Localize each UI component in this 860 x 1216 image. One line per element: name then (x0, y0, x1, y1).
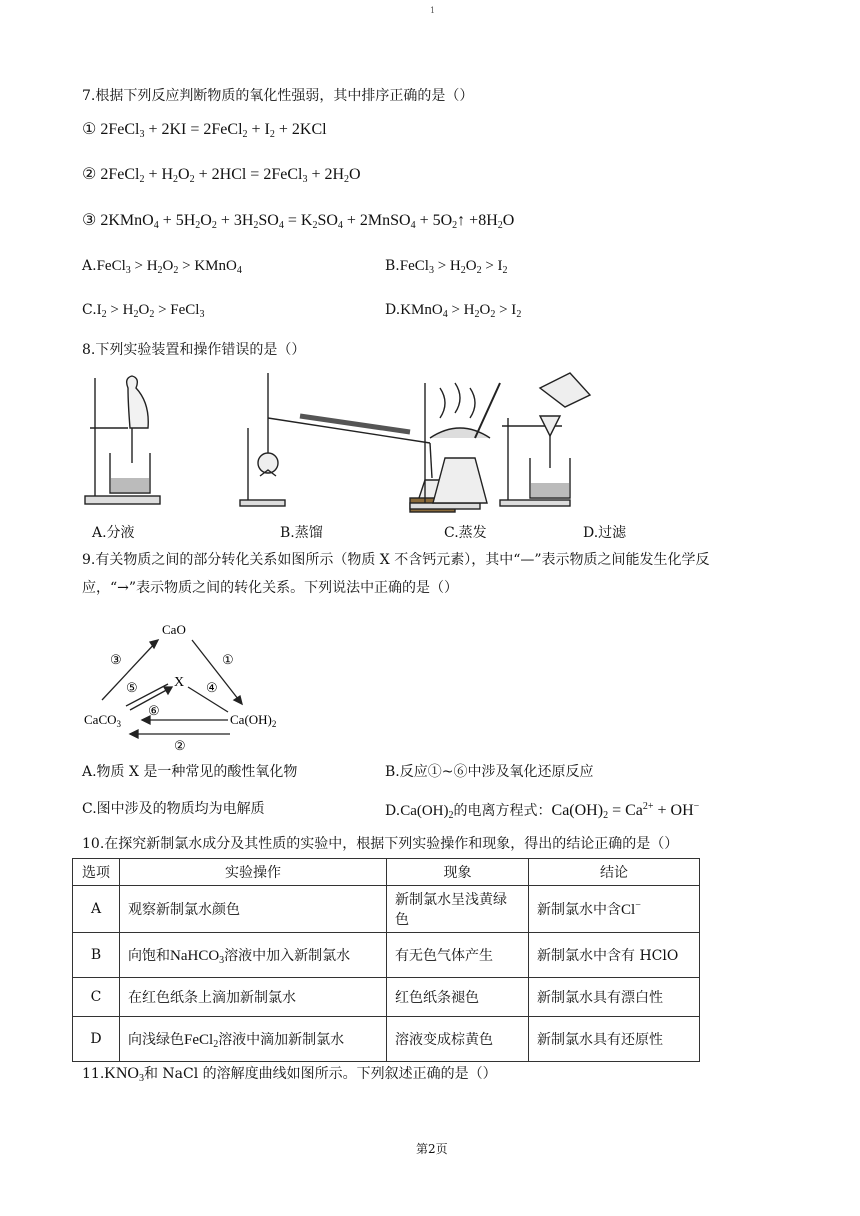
q9-option-a[interactable]: A.物质 X 是一种常见的酸性氧化物 (82, 764, 298, 780)
row-conclusion: 新制氯水中含有 HClO (529, 933, 700, 978)
step-5-label: ⑤ (126, 680, 138, 695)
arrow-icon: → (117, 580, 129, 596)
row-option: D (73, 1017, 120, 1062)
filtration-apparatus (500, 373, 590, 506)
separatory-funnel-apparatus (85, 376, 160, 504)
q9-option-d[interactable]: $D.Ca(OH)_2$的电离方程式：$Ca(OH)_2 = Ca^{2+} + OH^-$ (385, 801, 700, 821)
caoh2-label: $Ca(OH)_2$ (230, 712, 277, 729)
step-6-label: ⑥ (148, 703, 160, 718)
q9-option-b[interactable]: B.反应①~⑥中涉及氧化还原反应 (385, 764, 594, 780)
step-3-label: ③ (110, 652, 122, 667)
header-conclusion: 结论 (529, 859, 700, 886)
row-conclusion: 新制氯水具有还原性 (529, 1017, 700, 1062)
caco3-label: CaCO$_3$ (84, 712, 121, 729)
q10-stem: 10.在探究新制氯水成分及其性质的实验中，根据下列实验操作和现象，得出的结论正确的是（） (82, 836, 679, 852)
step-4-label: ④ (206, 680, 218, 695)
q10-table (72, 858, 700, 1062)
top-mark: 1 (430, 6, 436, 15)
q7-stem: 7.根据下列反应判断物质的氧化性强弱，其中排序正确的是（） (82, 88, 474, 104)
row-phenomenon: 溶液变成棕黄色 (387, 1017, 529, 1062)
step-1-label: ① (222, 652, 234, 667)
row-conclusion: 新制氯水具有漂白性 (529, 978, 700, 1017)
q7-option-d[interactable]: D.KMnO$_4$ > $H_2O_2 > I_2$ (385, 302, 522, 320)
q7-option-b[interactable]: B.FeCl$_3$ > $H_2O_2 > I_2$ (385, 258, 508, 276)
table-row[interactable] (73, 978, 700, 1017)
row-phenomenon: 红色纸条褪色 (387, 978, 529, 1017)
q7-reaction-1: ① 2FeCl$_3$ + 2KI = 2FeCl$_2$ + $I_2 + 2KCl$ (82, 121, 327, 140)
q8-label-c[interactable]: C.蒸发 (444, 525, 487, 541)
page-footer: 第2页 (416, 1142, 448, 1156)
row-option: A (73, 886, 120, 933)
row-operation: 向浅绿色FeCl$_2$溶液中滴加新制氯水 (120, 1017, 387, 1062)
row-option: C (73, 978, 120, 1017)
row-option: B (73, 933, 120, 978)
row-conclusion: 新制氯水中含Cl− (529, 886, 700, 933)
q7-reaction-3: ③ 2KMnO$_4$ + $5H_2O_2 + 3H_2SO_4 = K_2SO_4$ + 2MnSO$_4$ + $5O_2↑ +8H_2O$ (82, 212, 515, 231)
table-row[interactable] (73, 886, 700, 933)
q9-conversion-diagram (80, 612, 300, 752)
q7-option-a[interactable]: A.FeCl$_3$ > $H_2O_2$ > KMnO$_4$ (82, 258, 242, 276)
row-operation: 在红色纸条上滴加新制氯水 (120, 978, 387, 1017)
step-2-label: ② (174, 738, 186, 752)
header-phenomenon: 现象 (387, 859, 529, 886)
table-header-row (73, 859, 700, 886)
cao-label: CaO (162, 622, 186, 637)
q8-stem: 8.下列实验装置和操作错误的是（） (82, 342, 306, 358)
q8-label-a[interactable]: A.分液 (92, 525, 135, 541)
row-phenomenon: 有无色气体产生 (387, 933, 529, 978)
q9-stem-line1: 9.有关物质之间的部分转化关系如图所示（物质 X 不含钙元素），其中“—”表示物质之间能发生化学反 (82, 552, 710, 568)
table-row[interactable] (73, 1017, 700, 1062)
q9-stem-line2: 应，“→”表示物质之间的转化关系。下列说法中正确的是（） (82, 580, 459, 596)
q9-option-c[interactable]: C.图中涉及的物质均为电解质 (82, 801, 265, 817)
distillation-apparatus (240, 373, 455, 512)
q8-label-b[interactable]: B.蒸馏 (280, 525, 323, 541)
row-operation: 观察新制氯水颜色 (120, 886, 387, 933)
header-operation: 实验操作 (120, 859, 387, 886)
q11-stem: $11.KNO_3$和 NaCl 的溶解度曲线如图所示。下列叙述正确的是（） (82, 1065, 497, 1084)
q7-option-c[interactable]: $C.I_2 > H_2O_2$ > FeCl$_3$ (82, 302, 205, 320)
q7-reaction-2: ② 2FeCl$_2$ + $H_2O_2 + 2HCl$ = 2FeCl$_3$ + $2H_2O$ (82, 166, 361, 185)
row-operation: 向饱和NaHCO$_3$溶液中加入新制氯水 (120, 933, 387, 978)
table-row[interactable] (73, 933, 700, 978)
header-option: 选项 (73, 859, 120, 886)
row-phenomenon: 新制氯水呈浅黄绿色 (387, 886, 529, 933)
q8-label-d[interactable]: D.过滤 (583, 525, 627, 541)
x-label: X (174, 675, 185, 690)
q8-apparatus-figure (80, 368, 640, 513)
